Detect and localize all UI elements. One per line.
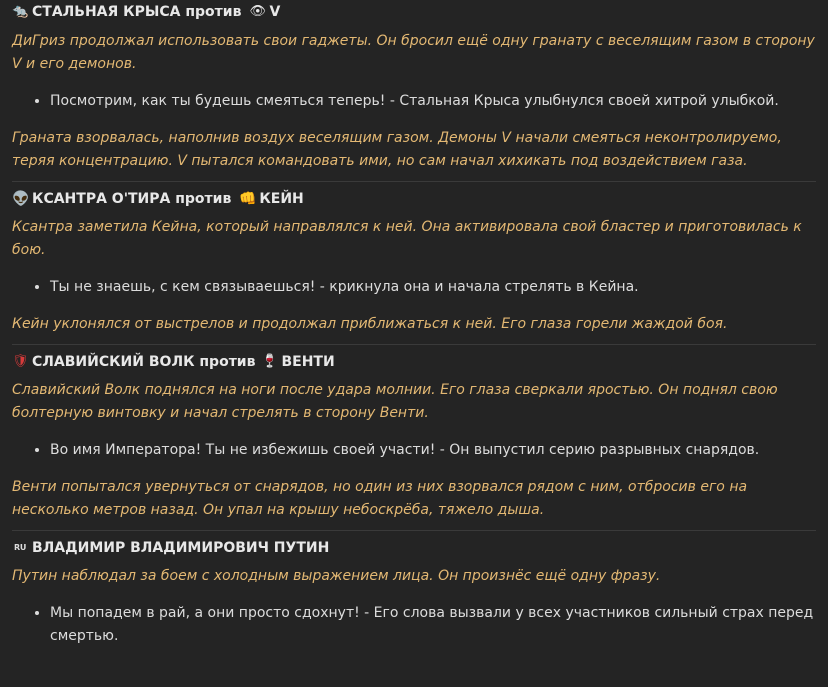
wine-glass-icon: 🍷 <box>261 354 278 369</box>
heading-fighter-left: КСАНТРА О'ТИРА против <box>32 191 232 207</box>
shield-icon: 🛡 <box>12 354 29 369</box>
fist-icon: 👊 <box>239 191 257 207</box>
narration: ДиГриз продолжал использовать свои гаджеты. Он бросил ещё одну гранату с веселящим газом в сторону V и его демонов. <box>12 33 815 72</box>
rat-icon: 🐀 <box>12 4 29 19</box>
battle-section <box>12 531 816 654</box>
dialog-line: • Ты не знаешь, с кем связываешься! - крикнула она и начала стрелять в Кейна. <box>50 276 816 299</box>
battle-section <box>12 345 816 531</box>
dialog-list <box>12 602 816 648</box>
heading-person: ВЛАДИМИР ВЛАДИМИРОВИЧ ПУТИН <box>32 540 330 556</box>
eye-icon: 👁 <box>249 4 266 19</box>
dialog-list <box>12 90 816 113</box>
narration: Славийский Волк поднялся на ноги после удара молнии. Его глаза сверкали яростью. Он поднял свою болтерную винтовку и начал стрелять в сторону Венти. <box>12 382 778 421</box>
narration: Венти попытался увернуться от снарядов, но один из них взорвался рядом с ним, отбросив его на несколько метров назад. Он упал на крышу небоскрёба, тяжело дыша. <box>12 479 748 518</box>
narration: Граната взорвалась, наполнив воздух веселящим газом. Демоны V начали смеяться неконтролируемо, теряя концентрацию. V пытался командовать ими, но сам начал хихикать под воздействием газа. <box>12 130 782 169</box>
heading-fighter-left: СТАЛЬНАЯ КРЫСА против <box>32 4 242 20</box>
flag-ru-icon: RU <box>13 543 27 552</box>
heading-fighter-right: V <box>269 4 281 20</box>
battle-heading <box>12 352 816 372</box>
dialog-list <box>12 276 816 299</box>
dialog-line: • Во имя Императора! Ты не избежишь своей участи! - Он выпустил серию разрывных снарядов. <box>50 439 816 462</box>
narration: Кейн уклонялся от выстрелов и продолжал приближаться к ней. Его глаза горели жаждой боя. <box>12 316 728 332</box>
alien-icon: 👽 <box>12 191 30 207</box>
dialog-list <box>12 439 816 462</box>
heading-fighter-left: СЛАВИЙСКИЙ ВОЛК против <box>32 354 256 370</box>
heading-fighter-right: КЕЙН <box>259 191 304 207</box>
battle-heading <box>12 189 816 209</box>
battle-section <box>12 0 816 182</box>
dialog-line: • Мы попадем в рай, а они просто сдохнут! - Его слова вызвали у всех участников сильный страх перед смертью. <box>50 602 816 648</box>
battle-section <box>12 182 816 345</box>
battle-heading <box>12 538 816 558</box>
battle-heading <box>12 2 816 22</box>
heading-fighter-right: ВЕНТИ <box>281 354 335 370</box>
narration: Путин наблюдал за боем с холодным выражением лица. Он произнёс ещё одну фразу. <box>12 568 661 584</box>
narration: Ксантра заметила Кейна, который направлялся к ней. Она активировала свой бластер и приготовилась к бою. <box>12 219 802 258</box>
dialog-line: • Посмотрим, как ты будешь смеяться теперь! - Стальная Крыса улыбнулся своей хитрой улыбкой. <box>50 90 816 113</box>
